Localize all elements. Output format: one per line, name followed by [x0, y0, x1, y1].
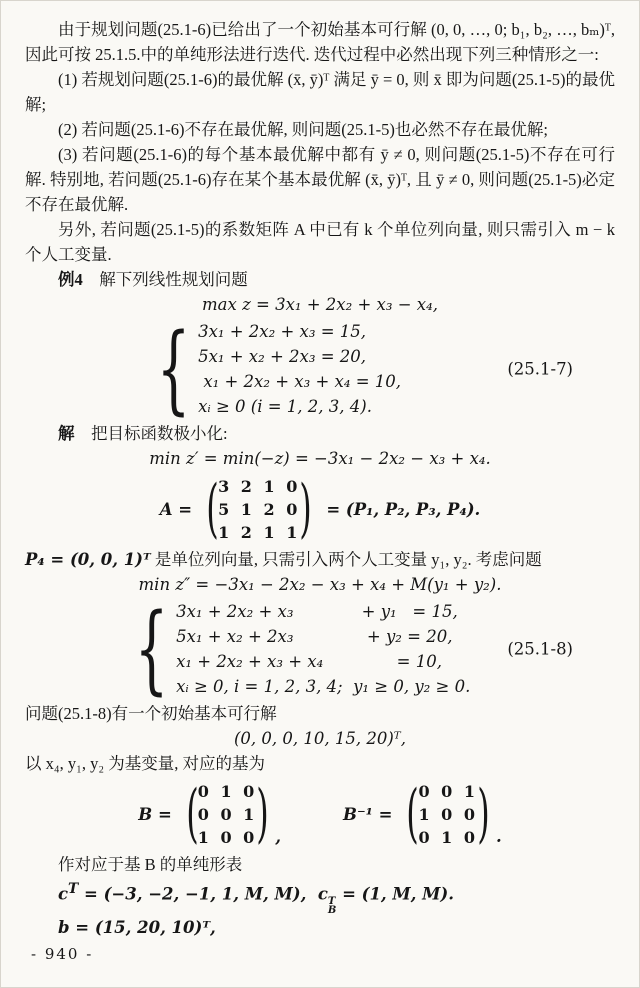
system-rows	[176, 599, 470, 699]
left-paren: (	[406, 777, 420, 851]
equation-min-objective: min z′ = min(−z) = −3x₁ − 2x₂ − x₃ + x₄.	[149, 449, 491, 468]
paragraph-basis-variables: 以 x₄, y₁, y₂ 为基变量, 对应的基为	[25, 754, 266, 773]
cB-superscript-T: T	[327, 895, 336, 907]
solution-heading	[25, 421, 615, 446]
matrix-row: 1 0 0	[418, 804, 478, 824]
example-label: 例4	[58, 270, 83, 289]
matrix-row: 3 2 1 0	[218, 476, 301, 496]
matrix-row: 1 2 1 1	[218, 522, 301, 542]
matrix-B	[180, 779, 275, 849]
constraint-row: 3x₁ + 2x₂ + x₃ + y₁ = 15,	[176, 602, 458, 621]
cB-symbol: c	[317, 884, 328, 904]
matrix-B-symbol: B =	[138, 804, 172, 824]
system-rows	[198, 319, 401, 419]
matrix-row: 5 1 2 0	[218, 499, 301, 519]
c-symbol: c	[58, 884, 69, 904]
matrix-B-inverse-rows	[418, 780, 478, 849]
list-item-case-3: (3) 若问题(25.1-6)的每个基本最优解中都有 ȳ ≠ 0, 则问题(25.1-5)不存在可行解. 特别地, 若问题(25.1-6)存在某个基本最优解 (x̄, ȳ)ᵀ, 且 ȳ ≠ 0, 则问题(25.1-5)必定不存在最优解.	[25, 145, 615, 214]
matrix-B-inverse-symbol: B⁻¹ =	[343, 804, 393, 824]
equation-number-25-1-8: (25.1-8)	[507, 639, 573, 659]
constraint-row: xᵢ ≥ 0 (i = 1, 2, 3, 4).	[198, 397, 372, 416]
matrix-A-equation	[25, 474, 615, 544]
right-paren: )	[477, 777, 490, 851]
paragraph-artificial-variables: 另外, 若问题(25.1-5)的系数矩阵 A 中已有 k 个单位列向量, 则只需引入 m − k 个人工变量.	[25, 220, 615, 264]
constraint-row: 5x₁ + x₂ + 2x₃ + y₂ = 20,	[176, 627, 453, 646]
equation-system-25-1-7	[143, 313, 615, 425]
c-superscript-T: T	[68, 881, 79, 897]
example-text: 解下列线性规划问题	[99, 270, 248, 289]
matrix-A	[200, 474, 318, 544]
left-paren: (	[206, 472, 219, 546]
matrix-B-rows	[198, 780, 258, 849]
matrix-A-rows	[218, 475, 300, 544]
cost-vector-line	[58, 877, 615, 915]
initial-bfs-vector: (0, 0, 0, 10, 15, 20)ᵀ,	[234, 729, 406, 748]
paragraph-intro: 由于规划问题(25.1-6)已给出了一个初始基本可行解 (0, 0, …, 0; b₁, b₂, …, bₘ)ᵀ, 因此可按 25.1.5.中的单纯形法进行迭代. 迭代过程中必然出现下列三种情形之一:	[25, 20, 615, 64]
constraint-row: x₁ + 2x₂ + x₃ + x₄ = 10,	[176, 652, 442, 671]
matrix-A-columns: = (P₁, P₂, P₃, P₄).	[326, 499, 481, 519]
constraint-row: xᵢ ≥ 0, i = 1, 2, 3, 4; y₁ ≥ 0, y₂ ≥ 0.	[176, 677, 471, 696]
equation-number-25-1-7: (25.1-7)	[507, 359, 573, 379]
cB-values: = (1, M, M).	[336, 884, 454, 904]
right-paren: )	[256, 777, 270, 851]
cB-subscript-B: B	[327, 904, 337, 916]
example-heading	[25, 267, 615, 292]
list-item-case-1: (1) 若规划问题(25.1-6)的最优解 (x̄, ȳ)ᵀ 满足 ȳ = 0, 则 x̄ 即为问题(25.1-5)的最优解;	[25, 70, 615, 114]
equation-min-bigM: min z″ = −3x₁ − 2x₂ − x₃ + x₄ + M(y₁ + y₂).	[138, 575, 502, 594]
left-paren: (	[186, 777, 199, 851]
paragraph-initial-bfs: 问题(25.1-8)有一个初始基本可行解	[25, 704, 277, 723]
c-values: = (−3, −2, −1, 1, M, M),	[78, 884, 318, 904]
equation-max-objective: max z = 3x₁ + 2x₂ + x₃ − x₄,	[202, 295, 438, 314]
constraint-row: 3x₁ + 2x₂ + x₃ = 15,	[198, 322, 367, 341]
period: .	[495, 827, 502, 846]
paragraph-unit-column	[25, 547, 615, 572]
comma: ,	[275, 827, 282, 846]
solution-label: 解	[58, 424, 75, 443]
list-item-case-2: (2) 若问题(25.1-6)不存在最优解, 则问题(25.1-5)也必然不存在最优解;	[58, 120, 548, 139]
basis-matrices-line	[25, 779, 615, 849]
left-brace: {	[134, 593, 169, 705]
constraint-row: x₁ + 2x₂ + x₃ + x₄ = 10,	[198, 372, 402, 391]
equation-system-25-1-8	[121, 593, 615, 705]
matrix-row: 0 1 0	[418, 827, 478, 847]
matrix-row: 0 0 1	[418, 781, 478, 801]
constraint-row: 5x₁ + x₂ + 2x₃ = 20,	[198, 347, 367, 366]
matrix-row: 1 0 0	[197, 827, 258, 847]
matrix-row: 0 1 0	[197, 781, 258, 801]
P4-vector: P₄ = (0, 0, 1)ᵀ	[25, 550, 151, 569]
left-brace: {	[156, 313, 191, 425]
right-paren: )	[299, 472, 313, 546]
matrix-B-inverse	[400, 779, 495, 849]
matrix-A-symbol: A =	[159, 499, 193, 519]
b-vector-line: b = (15, 20, 10)ᵀ,	[58, 917, 216, 937]
paragraph-simplex-table: 作对应于基 B 的单纯形表	[58, 855, 243, 874]
solution-text: 把目标函数极小化:	[91, 424, 228, 443]
page-number: - 940 -	[31, 945, 94, 963]
matrix-row: 0 0 1	[197, 804, 258, 824]
paragraph-unit-column-text: 是单位列向量, 只需引入两个人工变量 y₁, y₂. 考虑问题	[154, 550, 542, 569]
